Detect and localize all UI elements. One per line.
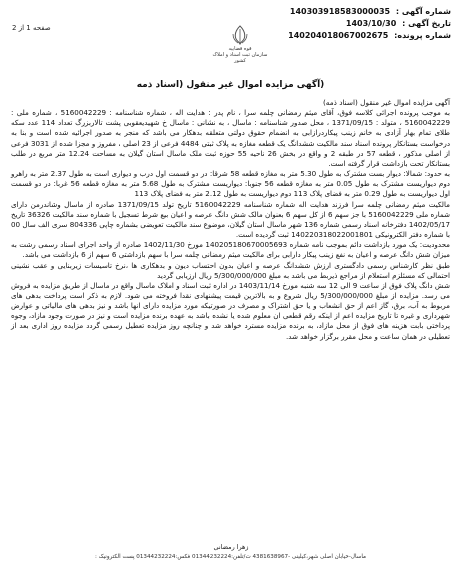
notice-date-row	[251, 18, 451, 30]
notice-number-label: شماره آگهی :	[395, 7, 451, 16]
document-header	[0, 0, 461, 76]
notice-number: 140303918583000035	[289, 7, 391, 16]
notice-number-row	[251, 6, 451, 18]
body-paragraph-boundaries: به حدود: شمالا: دیوار بست مشترک به طول 5.30 متر به مغازه قطعه 58 شرقا: در دو قسمت اول درب و دیواری است به طول 2.37 متر به راهرو دوم دیواریست مشترک به طول 0.05 متر به مغازه قطعه 56 جنوبا: دیواریست مشترک به طول 5.68 متر به مغازه قطعه 56 غربا: در دو قسمت اول دیواریست به طول 0.29 متر به فضای پلاک 113 دوم دیواریست به طول 2.12 متر به فضای پلاک 113	[11, 169, 450, 199]
notice-date: 1403/10/30	[345, 19, 397, 28]
case-number: 140204018067002675	[288, 31, 389, 40]
footer-contact: ماسال-خیابان اصلی شهر،کیلینی -4381638967 ت/تلفن:01344232224 فکس:01344232224 پست الکترونیک :	[94, 554, 367, 560]
notice-date-label: تاریخ آگهی :	[402, 19, 451, 28]
page-number: صفحه 1 از 2	[12, 24, 51, 32]
notice-meta	[251, 6, 451, 42]
body-paragraph-ownership: مالکیت میثم رمضانی چلمه سرا فرزند هدایت اله شماره شناسنامه 5160042229 تاریخ تولد 1371/09/15 صادره از ماسال وشاندرمن دارای شماره ملی 5160042229 با جز سهم 6 از کل سهم 6 بعنوان مالک شش دانگ عرصه و اعیان بیع شرط تسجیل با شماره سند مالکیت 36326 تاریخ 1402/05/17 دفترخانه اسناد رسمی شماره 136 شهر ماسال استان گیلان، موضوع سند مالکیت تعویضی بشماره چاپی 804336 سری الف سال 00 با شماره دفتر الکترونیکی 140220318022001801 ثبت گردیده است.	[11, 199, 450, 240]
body-paragraph-valuation: طبق نظر کارشناس رسمی دادگستری ارزش ششدانگ عرصه و اعیان بدون احتساب دیون و بدهکاری ها ،نرخ تاسیسات زیربنایی و عقب نشینی احتمالی که مسئلزم استعلام از مراجع ذیربط می باشد به مبلغ 5/300/000/000 ریال ارزیابی گردید	[11, 260, 450, 280]
case-number-label: شماره پرونده:	[394, 31, 451, 40]
signature: زهرا رمضانی	[213, 543, 249, 551]
judiciary-logo	[210, 24, 270, 68]
case-number-row	[251, 30, 451, 42]
logo-title: قوه قضاییه	[228, 46, 252, 52]
logo-subtitle: سازمان ثبت اسناد و املاک کشور	[212, 52, 268, 64]
body-subheading: آگهی مزایده اموال غیر منقول (اسناد ذمه)	[322, 98, 450, 107]
body-paragraph-auction: شش دانگ پلاک فوق از ساعت 9 الی 12 سه شنبه مورخ 1403/11/14 در اداره ثبت اسناد و املاک ماسال واقع در ماسال از طریق مزایده به فروش می رسد. مزایده از مبلغ 5/300/000/000 ریال شروع و به بالاترین قیمت پیشنهادی نقدا فروخته می شود. لازم به ذکر است پرداخت بدهی های مربوط به آب، برق، گاز اعم از حق انشعاب و یا حق اشتراک و مصرف در صورتیکه مورد مزایده دارای انها باشد و نیز بدهی های مالیاتی و عوارض شهرداری و غیره تا تاریخ مزایده اعم از اینکه رقم قطعی ان معلوم شده یا نشده باشد به عهده برنده مزایده است و نیز در صورت وجود مازاد، وجوه پرداختی بابت هزینه های فوق از محل مازاد، به برنده مزایده مسترد خواهد شد و چنانچه روز مزایده تعطیل رسمی گردد مزایده روز اداری بعد از تعطیلی در همان ساعت و محل مقرر برگزار خواهد شد.	[11, 280, 450, 341]
emblem-icon	[227, 24, 253, 46]
notice-title: (آگهی مزایده اموال غیر منقول (اسناد ذمه	[136, 80, 325, 90]
body-paragraph-case: به موجب پرونده اجرائی کلاسه فوق، آقای میثم رمضانی چلمه سرا ، نام پدر : هدایت اله ، شماره شناسنامه : 5160042229 ، شماره ملی : 5160042229 ، متولد : 1371/09/15 ، محل صدور شناسنامه : ماسال ، به نشانی : ماسال خ شهیدیعقوبی پشت تالاربزرگ تعداد 114 عدد سکه طلای تمام بهار آزادی به خانم زینب پیکاردرازابی به انضمام حقوق دولتی متعلقه بدهکار می باشد که منجر به صدور اجرائیه شده است و بنا به درخواست بستانکار پرونده اسناد سند مالکیت ششدانگ یک قطعه مغازه به پلاک ثبتی 4484 فرعی از 23 اصلی ، مفروز و مجزا شده از 3031 فرعی از اصلی مذکور ، قطعه 57 در طبقه 2 و واقع در بخش 26 ناحیه 55 حوزه ثبت ملک ماسال استان گیلان به مساحت 12.24 متر مربع در طلب بستانکار تحت بازداشت قرار گرفته است.	[11, 108, 450, 168]
body-paragraph-restriction: محدودیت: یک مورد بازداشت دائم بموجب نامه شماره 140205180670005693 مورخ 1402/11/30 صادره از واحد اجرای اسناد رسمی رشت به میزان شش دانگ عرصه و اعیان به نفع زینب پیکار دارابی برای مالکیت میثم رمضانی چلمه سرا با سهم بازداشتی 6 سهم از 6 بازداشت می باشد.	[11, 240, 450, 260]
notice-body	[11, 98, 450, 342]
